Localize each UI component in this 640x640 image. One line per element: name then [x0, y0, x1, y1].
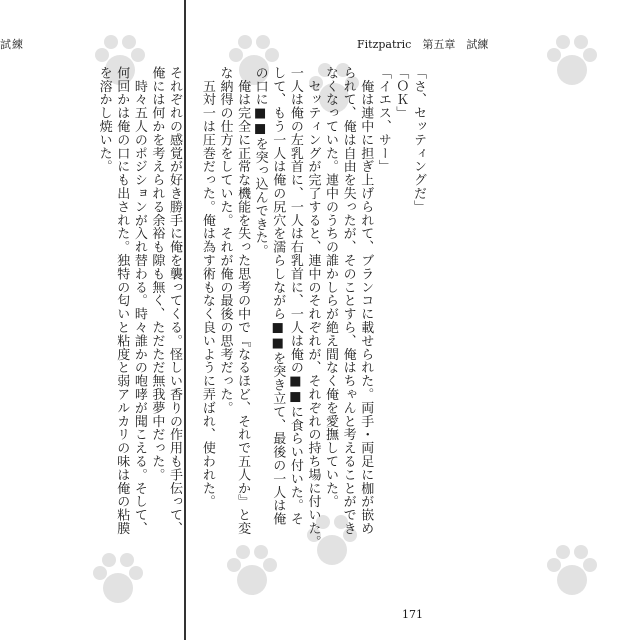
right-page-header: Fitzpatric 第五章 試練 [357, 38, 489, 51]
text-line: 「さ、セッティングだ」 [411, 66, 426, 214]
text-line: 俺は完全に正常な機能を失った思考の中で『なるほど、それで五人か』と変 [235, 66, 251, 535]
text-line: の口に■■を突っ込んできた。 [252, 66, 268, 258]
text-line: 「ＯＫ」 [393, 66, 409, 120]
left-page-header: 試練 [0, 38, 24, 51]
text-line: それぞれの感覚が好き勝手に俺を襲ってくる。怪しい香りの作用も手伝って、 [167, 66, 182, 535]
text-line: 「イエス、サー」 [375, 66, 391, 174]
text-line: 五対一は圧巻だった。俺は為す術もなく良いように弄ばれ、使われた。 [199, 66, 215, 509]
text-line: な納得の仕方をしていた。それが俺の最後の思考だった。 [217, 66, 233, 415]
text-line: 時々五人のポジションが入れ替わる。時々誰かの咆哮が聞こえる。そして、 [131, 66, 147, 535]
page-number: 171 [402, 608, 423, 621]
text-line: 何回かは俺の口にも出された。独特の匂いと粘度と弱アルカリの味は俺の粘膜 [114, 66, 130, 535]
text-line: なくなっていた。連中のうちの誰かしらが絶え間なく俺を愛撫していた。 [323, 66, 339, 509]
text-line: 俺は連中に担ぎ上げられて、ブランコに載せられた。両手・両足に枷が嵌め [358, 66, 374, 535]
paw-print-icon [540, 540, 604, 604]
paw-print-icon [540, 30, 604, 94]
text-line: 一人は俺の左乳首に、一人は右乳首に、一人は俺の■■に食らい付いた。そ [287, 66, 303, 526]
text-line: を溶かし焼いた。 [96, 66, 112, 174]
text-line: られて、俺は自由を失ったが、そのことすら、俺はちゃんと考えることができ [340, 66, 356, 535]
text-line: セッティングが完了すると、連中のそれぞれが、それぞれの持ち場に付いた。 [305, 66, 321, 549]
left-page-body [95, 66, 183, 626]
text-line: 俺には何かを考えられる余裕も隙も無く、ただただ無我夢中だった。 [149, 66, 165, 482]
text-line: して、もう一人は俺の尻穴を濡らしながら■■を突き立て、最後の一人は俺 [270, 66, 286, 526]
right-page-body [181, 66, 427, 596]
